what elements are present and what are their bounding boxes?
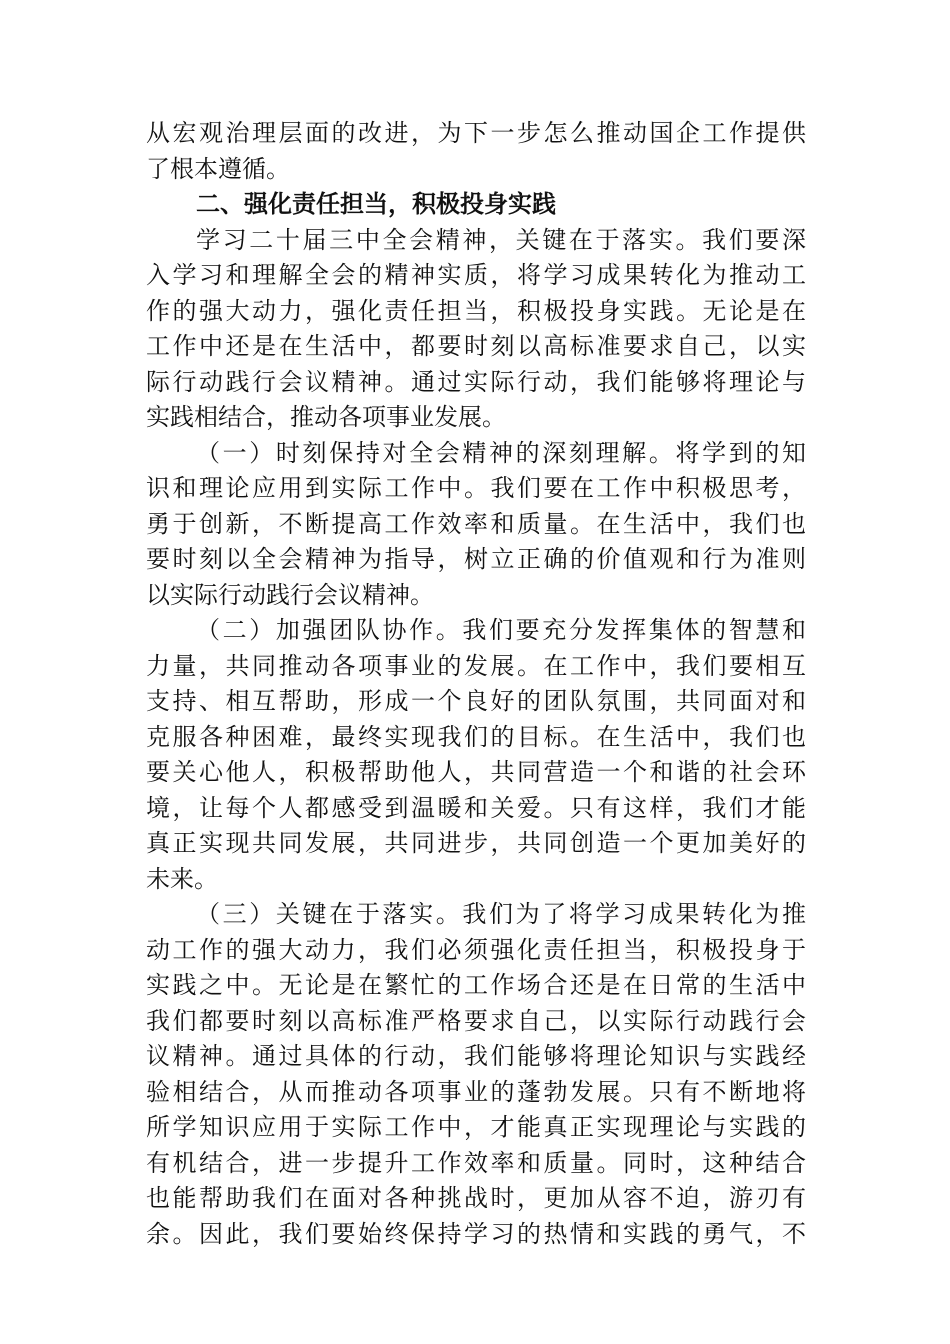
text-line: 验相结合，从而推动各项事业的蓬勃发展。只有不断地将 xyxy=(146,1077,806,1106)
text-line: 力量，共同推动各项事业的发展。在工作中，我们要相互 xyxy=(146,651,806,680)
text-line: 学习二十届三中全会精神，关键在于落实。我们要深 xyxy=(196,225,806,254)
text-line: 余。因此，我们要始终保持学习的热情和实践的勇气，不 xyxy=(146,1219,806,1248)
text-line: 动工作的强大动力，我们必须强化责任担当，积极投身于 xyxy=(146,935,806,964)
text-line: 境，让每个人都感受到温暖和关爱。只有这样，我们才能 xyxy=(146,793,806,822)
text-line: 要时刻以全会精神为指导，树立正确的价值观和行为准则 xyxy=(146,545,806,573)
subsection-2-paragraph xyxy=(146,613,806,897)
text-line: 际行动践行会议精神。通过实际行动，我们能够将理论与 xyxy=(146,367,806,396)
text-line: （二）加强团队协作。我们要充分发挥集体的智慧和 xyxy=(196,616,806,644)
text-line: 支持、相互帮助，形成一个良好的团队氛围，共同面对和 xyxy=(146,687,806,715)
text-line: 未来。 xyxy=(146,864,218,893)
text-line: 入学习和理解全会的精神实质，将学习成果转化为推动工 xyxy=(146,261,806,289)
text-line: 有机结合，进一步提升工作效率和质量。同时，这种结合 xyxy=(146,1148,806,1177)
intro-paragraph xyxy=(146,116,806,187)
text-line: 实践相结合，推动各项事业发展。 xyxy=(146,403,506,431)
document-page xyxy=(146,116,806,1252)
text-line: 所学知识应用于实际工作中，才能真正实现理论与实践的 xyxy=(146,1113,806,1141)
text-line: （一）时刻保持对全会精神的深刻理解。将学到的知 xyxy=(196,438,806,467)
text-line: 真正实现共同发展，共同进步，共同创造一个更加美好的 xyxy=(146,829,806,857)
text-line: 也能帮助我们在面对各种挑战时，更加从容不迫，游刃有 xyxy=(146,1184,806,1212)
text-line: 了根本遵循。 xyxy=(146,154,290,183)
text-line: 识和理论应用到实际工作中。我们要在工作中积极思考， xyxy=(146,474,806,502)
text-line: 克服各种困难，最终实现我们的目标。在生活中，我们也 xyxy=(146,722,806,751)
text-line: 工作中还是在生活中，都要时刻以高标准要求自己，以实 xyxy=(146,332,806,360)
text-line: 要关心他人，积极帮助他人，共同营造一个和谐的社会环 xyxy=(146,758,806,786)
text-line: （三）关键在于落实。我们为了将学习成果转化为推 xyxy=(196,900,806,928)
subsection-3-paragraph xyxy=(146,897,806,1252)
text-line: 以实际行动践行会议精神。 xyxy=(146,580,434,609)
main-paragraph xyxy=(146,223,806,436)
text-line: 议精神。通过具体的行动，我们能够将理论知识与实践经 xyxy=(146,1042,806,1070)
text-line: 从宏观治理层面的改进，为下一步怎么推动国企工作提供 xyxy=(146,119,806,147)
subsection-1-paragraph xyxy=(146,436,806,614)
text-line: 作的强大动力，强化责任担当，积极投身实践。无论是在 xyxy=(146,296,806,325)
text-line: 实践之中。无论是在繁忙的工作场合还是在日常的生活中 xyxy=(146,971,806,999)
section-heading: 二、强化责任担当，积极投身实践 xyxy=(196,190,556,218)
text-line: 勇于创新，不断提高工作效率和质量。在生活中，我们也 xyxy=(146,509,806,538)
text-line: 我们都要时刻以高标准严格要求自己，以实际行动践行会 xyxy=(146,1006,806,1035)
